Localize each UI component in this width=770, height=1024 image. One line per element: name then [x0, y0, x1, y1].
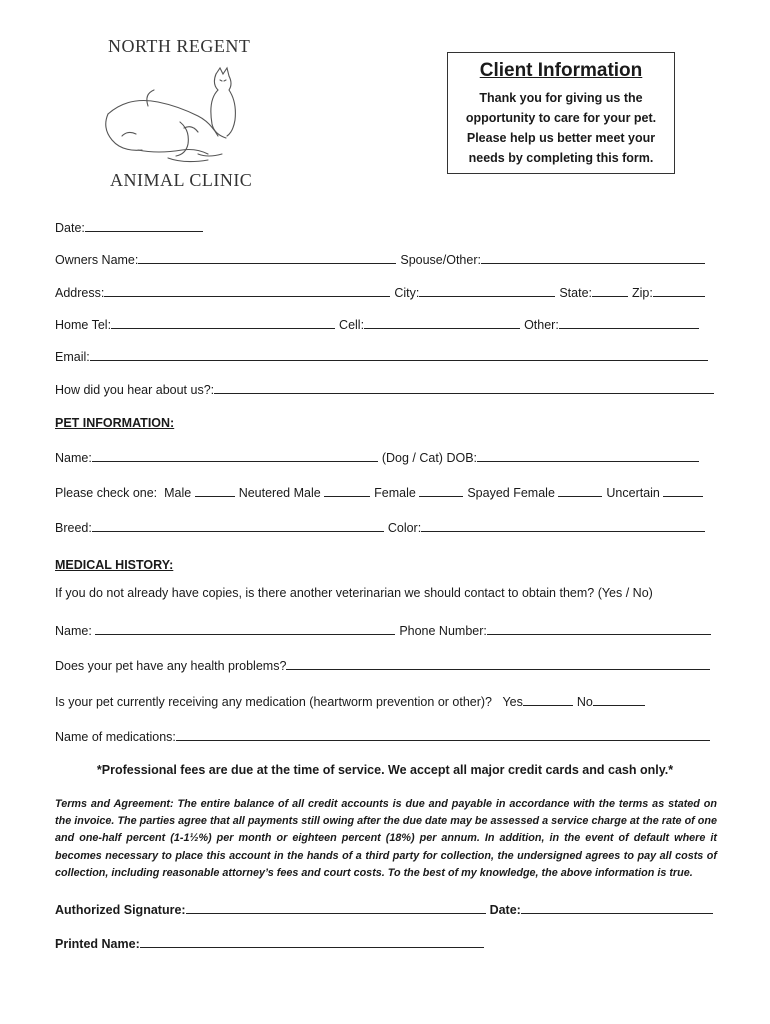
- uncertain-checkbox-field[interactable]: [663, 483, 703, 497]
- medication-row: [55, 692, 649, 710]
- owners-name-row: [55, 250, 709, 268]
- authorized-signature-label: Authorized Signature:: [55, 903, 186, 917]
- info-box-line: opportunity to care for your pet.: [465, 111, 657, 125]
- breed-label: Breed:: [55, 521, 92, 535]
- cell-label: Cell:: [339, 318, 365, 332]
- date-label: Date:: [55, 221, 85, 235]
- male-label: Male: [164, 486, 192, 500]
- previous-vet-row: [55, 621, 715, 639]
- date-field[interactable]: [85, 218, 203, 232]
- signature-row: [55, 900, 717, 918]
- address-label: Address:: [55, 286, 105, 300]
- signature-date-label: Date:: [489, 903, 521, 917]
- phone-number-field[interactable]: [487, 621, 711, 635]
- dob-label: DOB:: [446, 451, 478, 465]
- spouse-field[interactable]: [481, 250, 705, 264]
- dob-field[interactable]: [477, 448, 699, 462]
- city-field[interactable]: [419, 283, 555, 297]
- medical-history-heading: MEDICAL HISTORY:: [55, 558, 174, 572]
- info-box-title: Client Information: [479, 60, 643, 81]
- spayed-female-label: Spayed Female: [467, 486, 555, 500]
- health-problems-field[interactable]: [286, 656, 710, 670]
- info-box-line: Please help us better meet your: [466, 131, 656, 145]
- neutered-male-checkbox-field[interactable]: [324, 483, 370, 497]
- uncertain-label: Uncertain: [606, 486, 660, 500]
- medication-names-field[interactable]: [176, 727, 710, 741]
- previous-vet-name-label: Name:: [55, 624, 92, 638]
- medication-names-label: Name of medications:: [55, 730, 176, 744]
- client-information-box: [447, 52, 675, 174]
- breed-row: [55, 518, 709, 536]
- cat-and-dog-icon: [98, 66, 248, 170]
- address-row: [55, 283, 709, 301]
- terms-and-agreement: Terms and Agreement: The entire balance of all credit accounts is due and payable in accordance with the terms as stated on the invoice. The parties agree that all payments still owing after the due date may be assessed a service charge at the rate of one and one-half percent (1-1½%) per month or eighteen percent (18%) per annum. In addition, in the event of default where it becomes necessary to place this account in the hands of a third party for collection, the undersigned agrees to pay all costs of collection, including reasonable attorney’s fees and court costs. To the best of my knowledge, the above information is true.: [55, 798, 717, 879]
- male-checkbox-field[interactable]: [195, 483, 235, 497]
- home-tel-label: Home Tel:: [55, 318, 112, 332]
- info-box-line: Thank you for giving us the: [479, 91, 643, 105]
- cell-field[interactable]: [364, 315, 520, 329]
- referral-row: [55, 380, 718, 398]
- city-label: City:: [394, 286, 420, 300]
- pet-name-row: [55, 448, 703, 466]
- female-label: Female: [374, 486, 416, 500]
- health-problems-label: Does your pet have any health problems?: [55, 659, 287, 673]
- check-one-label: Please check one:: [55, 486, 158, 500]
- referral-field[interactable]: [214, 380, 714, 394]
- species-label: (Dog / Cat): [381, 451, 443, 465]
- yes-label: Yes: [502, 695, 523, 709]
- spayed-female-checkbox-field[interactable]: [558, 483, 602, 497]
- state-label: State:: [559, 286, 593, 300]
- clinic-logo: [92, 36, 260, 196]
- printed-name-label: Printed Name:: [55, 937, 140, 951]
- color-field[interactable]: [421, 518, 705, 532]
- medication-question: Is your pet currently receiving any medication (heartworm prevention or other)?: [55, 695, 493, 709]
- referral-label: How did you hear about us?:: [55, 383, 215, 397]
- pet-information-heading: PET INFORMATION:: [55, 416, 175, 430]
- previous-vet-name-field[interactable]: [95, 621, 395, 635]
- female-checkbox-field[interactable]: [419, 483, 463, 497]
- info-box-line: needs by completing this form.: [468, 151, 654, 165]
- signature-date-field[interactable]: [521, 900, 713, 914]
- neutered-male-label: Neutered Male: [238, 486, 321, 500]
- health-problems-row: [55, 656, 714, 674]
- phone-row: [55, 315, 703, 333]
- state-field[interactable]: [592, 283, 628, 297]
- fees-note: *Professional fees are due at the time of service. We accept all major credit cards and cash only.*: [96, 763, 674, 777]
- no-label: No: [576, 695, 593, 709]
- breed-field[interactable]: [92, 518, 384, 532]
- email-row: [55, 347, 712, 365]
- email-field[interactable]: [90, 347, 708, 361]
- pet-sex-row: [55, 483, 707, 501]
- medication-names-row: [55, 727, 714, 745]
- zip-field[interactable]: [653, 283, 705, 297]
- other-phone-label: Other:: [524, 318, 559, 332]
- date-row: [55, 218, 207, 236]
- home-tel-field[interactable]: [111, 315, 335, 329]
- email-label: Email:: [55, 350, 90, 364]
- other-phone-field[interactable]: [559, 315, 699, 329]
- spouse-label: Spouse/Other:: [400, 253, 481, 267]
- authorized-signature-field[interactable]: [186, 900, 486, 914]
- owners-name-field[interactable]: [138, 250, 396, 264]
- logo-bottom-text: ANIMAL CLINIC: [110, 170, 253, 190]
- address-field[interactable]: [104, 283, 390, 297]
- zip-label: Zip:: [632, 286, 653, 300]
- pet-name-label: Name:: [55, 451, 92, 465]
- color-label: Color:: [387, 521, 422, 535]
- printed-name-field[interactable]: [140, 934, 484, 948]
- phone-number-label: Phone Number:: [399, 624, 487, 638]
- logo-top-text: NORTH REGENT: [108, 36, 251, 56]
- vet-copies-question: If you do not already have copies, is there another veterinarian we should contact to obtain them? (Yes / No): [55, 586, 653, 600]
- printed-name-row: [55, 934, 488, 952]
- pet-name-field[interactable]: [92, 448, 378, 462]
- no-field[interactable]: [593, 692, 645, 706]
- yes-field[interactable]: [523, 692, 573, 706]
- owners-name-label: Owners Name:: [55, 253, 139, 267]
